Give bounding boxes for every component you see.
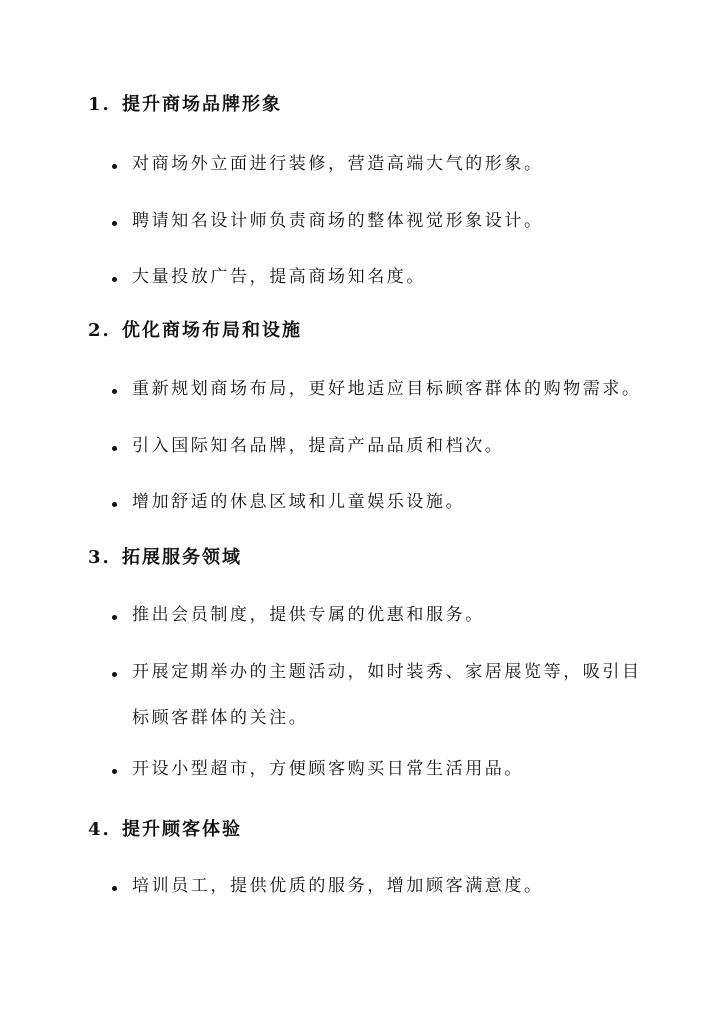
list-item: 培训员工，提供优质的服务，增加顾客满意度。	[132, 876, 544, 896]
list-item: 推出会员制度，提供专属的优惠和服务。	[132, 605, 485, 625]
list-item-continuation: 标顾客群体的关注。	[132, 708, 309, 728]
section-title: 提升顾客体验	[122, 819, 242, 840]
list-item: 聘请知名设计师负责商场的整体视觉形象设计。	[132, 211, 544, 231]
list-item: 对商场外立面进行装修，营造高端大气的形象。	[132, 154, 544, 174]
section-heading	[88, 815, 242, 841]
section-number: 3.	[88, 547, 111, 568]
bullet-icon	[112, 502, 117, 507]
list-item: 引入国际知名品牌，提高产品品质和档次。	[132, 436, 505, 456]
section-heading	[88, 543, 242, 569]
section-number: 1.	[88, 94, 111, 115]
bullet-icon	[112, 672, 117, 677]
section-title: 提升商场品牌形象	[122, 94, 282, 115]
bullet-icon	[112, 886, 117, 891]
bullet-icon	[112, 164, 117, 169]
section-number: 4.	[88, 819, 111, 840]
list-item: 重新规划商场布局，更好地适应目标顾客群体的购物需求。	[132, 379, 642, 399]
list-item: 开设小型超市，方便顾客购买日常生活用品。	[132, 759, 524, 779]
bullet-icon	[112, 769, 117, 774]
bullet-icon	[112, 446, 117, 451]
section-title: 优化商场布局和设施	[122, 320, 302, 341]
bullet-icon	[112, 277, 117, 282]
section-heading	[88, 316, 302, 342]
bullet-icon	[112, 389, 117, 394]
bullet-icon	[112, 221, 117, 226]
list-item: 开展定期举办的主题活动，如时装秀、家居展览等，吸引目	[132, 662, 642, 682]
bullet-icon	[112, 615, 117, 620]
section-number: 2.	[88, 320, 111, 341]
section-title: 拓展服务领域	[122, 547, 242, 568]
section-heading	[88, 90, 282, 116]
list-item: 增加舒适的休息区域和儿童娱乐设施。	[132, 492, 466, 512]
list-item: 大量投放广告，提高商场知名度。	[132, 267, 426, 287]
